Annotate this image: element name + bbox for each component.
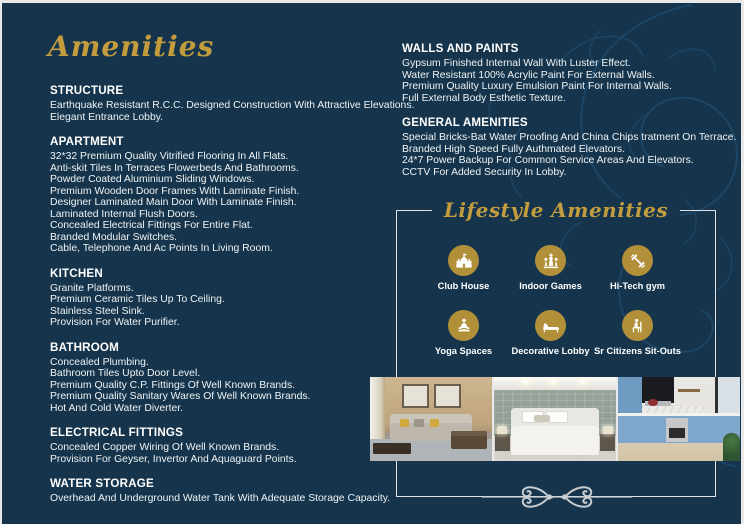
amenity-line: Concealed Plumbing. bbox=[50, 356, 149, 368]
lifestyle-icon-circle bbox=[622, 245, 653, 276]
section-heading: APARTMENT bbox=[50, 135, 124, 148]
amenities-section bbox=[50, 341, 395, 415]
amenity-line: Concealed Electrical Fittings For Entire Flat. bbox=[50, 220, 253, 231]
section-items bbox=[50, 493, 395, 505]
section-heading: WATER STORAGE bbox=[50, 477, 154, 490]
amenity-line: 24*7 Power Backup For Common Service Areas And Elevators. bbox=[402, 155, 694, 166]
amenity-line: 32*32 Premium Quality Vitrified Flooring In All Flats. bbox=[50, 151, 289, 162]
amenity-line: Granite Platforms. bbox=[50, 282, 134, 294]
lifestyle-item-label: Yoga Spaces bbox=[434, 346, 493, 356]
kitchen-photo bbox=[618, 377, 740, 461]
amenity-line: Overhead And Underground Water Tank With Adequate Storage Capacity. bbox=[50, 493, 391, 504]
lifestyle-item-yoga-person bbox=[420, 310, 507, 356]
amenity-line: Premium Quality C.P. Fittings Of Well Known Brands. bbox=[50, 379, 296, 391]
lobby-sofa-icon bbox=[541, 316, 561, 336]
amenities-section bbox=[402, 42, 744, 104]
section-heading: GENERAL AMENITIES bbox=[402, 116, 528, 129]
lifestyle-item-label: Hi-Tech gym bbox=[609, 281, 666, 291]
lifestyle-item-label: Indoor Games bbox=[519, 281, 582, 291]
left-amenities-column bbox=[50, 84, 415, 517]
amenities-section bbox=[50, 477, 395, 505]
club-house-icon bbox=[454, 251, 474, 271]
amenity-line: Provision For Geyser, Invertor And Aquaguard Points. bbox=[50, 453, 297, 465]
yoga-person-icon bbox=[454, 316, 474, 336]
amenity-line: Cable, Telephone And Ac Points In Living Room. bbox=[50, 243, 273, 254]
sitting-person-icon bbox=[628, 316, 648, 336]
section-heading: BATHROOM bbox=[50, 340, 120, 354]
lifestyle-item-lobby-sofa bbox=[507, 310, 594, 356]
lifestyle-icon-circle bbox=[535, 310, 566, 341]
section-items bbox=[50, 151, 395, 255]
lifestyle-item-label: Sr Citizens Sit-Outs bbox=[594, 346, 681, 356]
amenity-line: Premium Wooden Door Frames With Laminate Finish. bbox=[50, 185, 300, 197]
page-title: Amenities bbox=[48, 30, 215, 63]
section-items bbox=[402, 58, 744, 104]
amenity-line: Elegant Entrance Lobby. bbox=[50, 111, 164, 123]
section-heading: WALLS AND PAINTS bbox=[402, 42, 519, 55]
lifestyle-icon-circle bbox=[622, 310, 653, 341]
lifestyle-item-indoor-games bbox=[507, 245, 594, 291]
section-items bbox=[402, 132, 744, 178]
amenity-line: Stainless Steel Sink. bbox=[50, 305, 145, 317]
divider-ornament-icon bbox=[482, 483, 632, 511]
lifestyle-item-club-house bbox=[420, 245, 507, 291]
section-heading: ELECTRICAL FITTINGS bbox=[50, 426, 184, 439]
page-edge-left bbox=[0, 0, 2, 524]
amenity-line: Earthquake Resistant R.C.C. Designed Construction With Attractive Elevations. bbox=[50, 100, 415, 111]
section-items bbox=[50, 357, 395, 415]
section-items bbox=[50, 283, 395, 329]
amenity-line: Special Bricks-Bat Water Proofing And China Chips tratment On Terrace. bbox=[402, 132, 737, 143]
amenity-line: Branded Modular Switches. bbox=[50, 231, 178, 243]
amenities-section bbox=[50, 84, 415, 123]
amenity-line: Laminated Internal Flush Doors. bbox=[50, 208, 198, 220]
amenity-line: Bathroom Tiles Upto Door Level. bbox=[50, 368, 201, 379]
amenity-line: Hot And Cold Water Diverter. bbox=[50, 402, 184, 414]
amenity-line: Powder Coated Aluminium Sliding Windows. bbox=[50, 174, 255, 185]
section-heading: STRUCTURE bbox=[50, 84, 124, 97]
right-amenities-column bbox=[402, 42, 744, 190]
lifestyle-item-sitting-person bbox=[594, 310, 681, 356]
amenity-line: Branded High Speed Fully Authmated Elevators. bbox=[402, 143, 625, 155]
amenities-section bbox=[50, 135, 395, 255]
amenity-line: Gypsum Finished Internal Wall With Luster Effect. bbox=[402, 58, 631, 69]
amenity-line: Concealed Copper Wiring Of Well Known Brands. bbox=[50, 442, 280, 453]
amenities-section bbox=[402, 116, 744, 178]
amenity-line: Premium Quality Sanitary Wares Of Well Known Brands. bbox=[50, 391, 311, 402]
section-items bbox=[50, 100, 415, 123]
amenities-section bbox=[50, 267, 395, 329]
lifestyle-amenities-grid bbox=[397, 211, 715, 356]
amenity-line: Anti-skit Tiles In Terraces Flowerbeds And Bathrooms. bbox=[50, 162, 299, 174]
amenity-line: Provision For Water Purifier. bbox=[50, 317, 180, 328]
lifestyle-icon-circle bbox=[448, 310, 479, 341]
lifestyle-amenities-title: Lifestyle Amenities bbox=[432, 198, 680, 222]
page-edge-top bbox=[0, 0, 744, 3]
amenity-line: Premium Ceramic Tiles Up To Ceiling. bbox=[50, 294, 225, 305]
amenity-line: Premium Quality Luxury Emulsion Paint For Internal Walls. bbox=[402, 81, 672, 92]
amenities-section bbox=[50, 426, 395, 465]
lifestyle-icon-circle bbox=[535, 245, 566, 276]
section-items bbox=[50, 442, 395, 465]
gym-dumbbell-icon bbox=[628, 251, 648, 271]
living-room-photo bbox=[370, 377, 492, 461]
bedroom-photo bbox=[494, 377, 616, 461]
amenity-line: CCTV For Added Security In Lobby. bbox=[402, 166, 567, 178]
lifestyle-item-gym-dumbbell bbox=[594, 245, 681, 291]
lifestyle-item-label: Decorative Lobby bbox=[511, 346, 590, 356]
amenity-line: Designer Laminated Main Door With Laminate Finish. bbox=[50, 197, 297, 208]
amenity-line: Full External Body Esthetic Texture. bbox=[402, 92, 566, 104]
amenity-line: Water Resistant 100% Acrylic Paint For External Walls. bbox=[402, 69, 655, 81]
lifestyle-icon-circle bbox=[448, 245, 479, 276]
indoor-games-icon bbox=[541, 251, 561, 271]
section-heading: KITCHEN bbox=[50, 266, 103, 280]
photo-strip bbox=[370, 377, 740, 461]
lifestyle-item-label: Club House bbox=[437, 281, 490, 291]
